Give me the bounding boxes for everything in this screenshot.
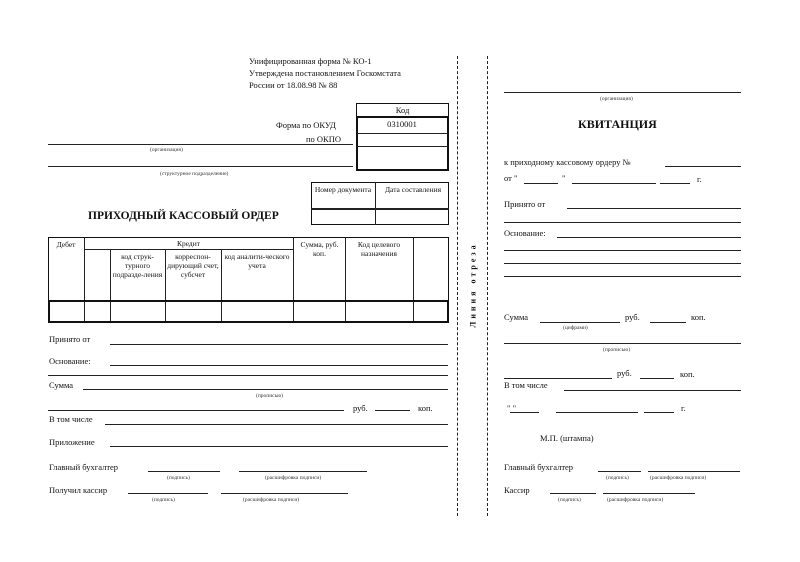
signature-caption: (подпись)	[167, 475, 190, 481]
doc-number-label: Номер документа	[314, 185, 372, 194]
including-label: В том числе	[49, 414, 93, 424]
table-divider	[84, 249, 293, 250]
receipt-sum-digits-line[interactable]	[540, 322, 620, 323]
code-header-cell	[356, 103, 449, 117]
basis-line-2[interactable]	[48, 375, 448, 376]
signature-caption: (подпись)	[152, 497, 175, 503]
org-caption: (организация)	[150, 147, 183, 153]
receipt-cashier-decoding-line[interactable]	[603, 493, 695, 494]
receipt-org-caption: (организация)	[600, 96, 633, 102]
codes-divider	[357, 146, 448, 147]
receipt-including-label: В том числе	[504, 380, 548, 390]
cashier-decoding-line[interactable]	[221, 493, 348, 494]
received-from-line[interactable]	[110, 344, 448, 345]
form-unified-label: Унифицированная форма № КО-1	[249, 56, 372, 66]
receipt-kop-digits-line[interactable]	[650, 322, 686, 323]
receipt-year-suffix: г.	[681, 403, 686, 413]
receipt-including-line[interactable]	[564, 390, 741, 391]
okpo-label: по ОКПО	[306, 134, 342, 144]
date-month-line[interactable]	[572, 183, 656, 184]
chief-accountant-label: Главный бухгалтер	[49, 462, 119, 472]
receipt-date-year-line[interactable]	[644, 412, 674, 413]
receipt-signature-caption: (подпись)	[558, 497, 581, 503]
receipt-title: КВИТАНЦИЯ	[578, 117, 657, 131]
digits-caption: (цифрами)	[563, 325, 588, 331]
receipt-in-words-caption: (прописью)	[603, 347, 631, 353]
okud-value[interactable]: 0310001	[387, 119, 417, 129]
col-corr-account: корреспон-дирующий счет, субсчет	[167, 252, 219, 279]
kop-value-line[interactable]	[375, 410, 410, 411]
chief-decoding-line[interactable]	[239, 471, 367, 472]
receipt-basis-line-4[interactable]	[504, 276, 741, 277]
receipt-date-day-line[interactable]	[510, 412, 539, 413]
receipt-basis-label: Основание:	[504, 228, 546, 238]
sum-words-line-2[interactable]	[48, 410, 344, 411]
receipt-kop-label: коп.	[691, 312, 706, 322]
number-date-divider	[311, 208, 449, 210]
basis-line[interactable]	[110, 365, 448, 366]
to-order-label: к приходному кассовому ордеру №	[504, 157, 631, 167]
receipt-basis-line[interactable]	[557, 237, 741, 238]
from-date-open-quote: от "	[504, 173, 518, 183]
cut-line-label: Линия отреза	[468, 242, 478, 328]
rub-label: руб.	[353, 403, 368, 413]
sum-in-words-caption: (прописью)	[256, 393, 284, 399]
receipt-sum-label: Сумма	[504, 312, 529, 322]
receipt-received-from-line[interactable]	[567, 208, 741, 209]
attachment-label: Приложение	[49, 437, 95, 447]
okud-label: Форма по ОКУД	[276, 120, 336, 130]
approved-label-2: России от 18.08.98 № 88	[249, 80, 338, 90]
stamp-label: М.П. (штампа)	[540, 433, 594, 443]
org-line[interactable]	[48, 144, 353, 145]
approved-label-1: Утверждена постановлением Госкомстата	[249, 68, 401, 78]
receipt-date-quotes: " "	[507, 403, 517, 413]
dept-caption: (структурное подразделение)	[160, 171, 229, 177]
receipt-chief-signature-line[interactable]	[598, 471, 641, 472]
receipt-kop-label-2: коп.	[680, 369, 695, 379]
date-day-line[interactable]	[524, 183, 558, 184]
col-struct-code: код струк-турного подразде-ления	[112, 252, 163, 279]
col-analytic-code: код аналити-ческого учета	[224, 252, 290, 270]
received-from-label: Принято от	[49, 334, 91, 344]
receipt-org-line[interactable]	[504, 92, 741, 93]
sum-words-line[interactable]	[83, 389, 448, 390]
cashier-received-label: Получил кассир	[49, 485, 108, 495]
cashier-signature-line[interactable]	[128, 493, 208, 494]
date-close-quote: "	[562, 173, 566, 183]
year-suffix: г.	[697, 174, 702, 184]
receipt-received-from-line-2[interactable]	[504, 222, 741, 223]
kop-label: коп.	[418, 403, 433, 413]
code-header: Код	[395, 105, 410, 115]
col-purpose-code: Код целевого назначения	[357, 240, 401, 258]
col-sum: Сумма, руб. коп.	[300, 240, 339, 258]
cut-line	[457, 56, 458, 516]
codes-divider	[357, 133, 448, 134]
receipt-sum-words-line[interactable]	[504, 343, 741, 344]
chief-signature-line[interactable]	[148, 471, 220, 472]
receipt-basis-line-2[interactable]	[504, 250, 741, 251]
receipt-chief-decoding-line[interactable]	[648, 471, 740, 472]
order-number-line[interactable]	[665, 166, 741, 167]
dept-line[interactable]	[48, 166, 353, 167]
date-year-line[interactable]	[660, 183, 690, 184]
doc-date-label: Дата составления	[384, 185, 442, 194]
document-title: ПРИХОДНЫЙ КАССОВЫЙ ОРДЕР	[88, 210, 279, 222]
receipt-signature-caption: (подпись)	[606, 475, 629, 481]
receipt-chief-accountant-label: Главный бухгалтер	[504, 462, 574, 472]
including-line[interactable]	[105, 424, 448, 425]
receipt-decoding-caption: (расшифровка подписи)	[650, 475, 707, 481]
receipt-date-month-line[interactable]	[556, 412, 638, 413]
col-credit: Кредит	[176, 239, 201, 248]
sum-label: Сумма	[49, 380, 74, 390]
receipt-kop-words-line[interactable]	[640, 378, 674, 379]
basis-label: Основание:	[49, 356, 91, 366]
attachment-line[interactable]	[110, 446, 448, 447]
signature-decoding-caption: (расшифровка подписи)	[265, 475, 322, 481]
receipt-cashier-signature-line[interactable]	[550, 493, 596, 494]
receipt-cashier-label: Кассир	[504, 485, 530, 495]
receipt-decoding-caption: (расшифровка подписи)	[607, 497, 664, 503]
receipt-rub-label-2: руб.	[617, 368, 632, 378]
receipt-rub-label: руб.	[625, 312, 640, 322]
receipt-sum-words-line-2[interactable]	[504, 378, 612, 379]
receipt-basis-line-3[interactable]	[504, 263, 741, 264]
col-debit: Дебет	[56, 240, 76, 249]
receipt-received-from-label: Принято от	[504, 199, 546, 209]
cut-line	[487, 56, 488, 516]
signature-decoding-caption: (расшифровка подписи)	[243, 497, 300, 503]
number-date-divider	[375, 182, 376, 225]
table-row[interactable]	[48, 300, 449, 323]
